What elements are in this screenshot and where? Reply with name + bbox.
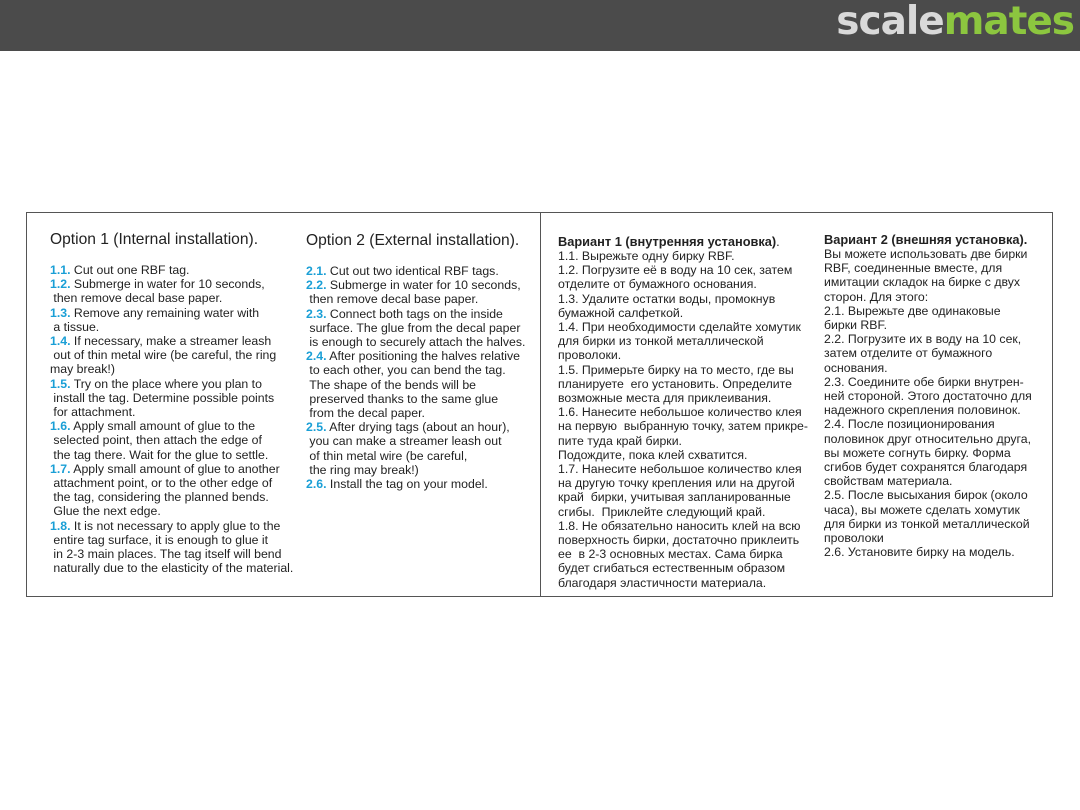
- step-line: [306, 307, 536, 321]
- step-line: [50, 504, 300, 518]
- text-line: возможные места для приклеивания.: [558, 391, 772, 406]
- step-line: [50, 362, 300, 376]
- text-line: край бирки, учитывая запланированные: [558, 490, 791, 505]
- step-text: the tag, considering the planned bends.: [50, 490, 269, 505]
- text-line: имитации складок на бирке с двух: [824, 275, 1021, 290]
- text-line: для бирки из тонкой металлической: [558, 334, 764, 349]
- step-text: preserved thanks to the same glue: [306, 391, 499, 406]
- step-number: 2.6.: [306, 477, 327, 492]
- step-text: from the decal paper.: [306, 406, 425, 421]
- step-text: a tissue.: [50, 319, 100, 334]
- step-item: [50, 462, 300, 519]
- text-line: благодаря эластичности материала.: [558, 575, 767, 590]
- step-line: [306, 378, 536, 392]
- en-option1-title: Option 1 (Internal installation).: [50, 231, 259, 248]
- step-line: [50, 448, 300, 462]
- step-item: [50, 306, 300, 334]
- text-line: свойствам материала.: [824, 474, 953, 489]
- step-line: [50, 348, 300, 362]
- text-line: будет сгибаться естественным образом: [558, 561, 786, 576]
- step-line: [50, 405, 300, 419]
- step-line: [50, 533, 300, 547]
- step-number: 1.6.: [50, 419, 71, 434]
- text-line: вы можете согнуть бирку. Форма: [824, 445, 1011, 460]
- text-line: отделите от бумажного основания.: [558, 277, 757, 292]
- step-text: then remove decal base paper.: [306, 292, 479, 307]
- text-line: 1.8. Не обязательно наносить клей на всю: [558, 518, 801, 533]
- step-text: of thin metal wire (be careful,: [306, 448, 468, 463]
- step-number: 1.1.: [50, 263, 71, 277]
- text-line: ее в 2-3 основных местах. Сама бирка: [558, 547, 783, 562]
- text-line: проволоки.: [558, 348, 622, 363]
- ru-option1-column: [558, 234, 818, 590]
- text-line: сторон. Для этого:: [824, 289, 929, 304]
- step-text: may break!): [50, 362, 115, 377]
- step-number: 2.2.: [306, 278, 327, 293]
- step-text: Remove any remaining water with: [70, 305, 260, 320]
- step-line: [50, 334, 300, 348]
- step-text: in 2-3 main places. The tag itself will bend: [50, 547, 282, 562]
- text-line: ней стороной. Этого достаточно для: [824, 389, 1032, 404]
- logo-part-mates: mates: [943, 0, 1074, 44]
- step-item: [306, 477, 536, 491]
- step-line: [306, 321, 536, 335]
- step-text: for attachment.: [50, 405, 136, 420]
- step-text: then remove decal base paper.: [50, 291, 223, 306]
- text-line: на первую выбранную точку, затем прикре-: [558, 419, 808, 434]
- panel-divider: [540, 212, 541, 597]
- step-line: [50, 277, 300, 291]
- step-item: [306, 278, 536, 306]
- step-line: [50, 291, 300, 305]
- step-number: 2.5.: [306, 420, 327, 435]
- text-line: 2.5. После высыхания бирок (около: [824, 488, 1028, 503]
- step-item: [50, 263, 300, 277]
- step-text: entire tag surface, it is enough to glue it: [50, 532, 269, 547]
- step-line: [50, 519, 300, 533]
- step-item: [50, 334, 300, 377]
- en-option2-column: [306, 232, 536, 491]
- text-line: бумажной салфеткой.: [558, 305, 684, 320]
- text-line: сгибы. Приклейте следующий край.: [558, 504, 766, 519]
- step-text: After drying tags (about an hour),: [326, 420, 510, 435]
- text-line: 2.3. Соедините обе бирки внутрен-: [824, 374, 1024, 389]
- ru-option2-column: [824, 232, 1049, 559]
- step-line: [50, 547, 300, 561]
- step-number: 2.1.: [306, 264, 327, 278]
- text-line: 1.5. Примерьте бирку на то место, где вы: [558, 362, 794, 377]
- step-line: [50, 377, 300, 391]
- text-line: поверхность бирки, достаточно приклеить: [558, 533, 800, 548]
- step-text: Install the tag on your model.: [326, 477, 488, 492]
- step-text: is enough to securely attach the halves.: [306, 335, 526, 350]
- step-text: the ring may break!): [306, 462, 419, 477]
- ru-option1-text: [558, 249, 818, 590]
- step-text: Cut out one RBF tag.: [70, 263, 190, 277]
- text-line: надежного скрепления половинок.: [824, 403, 1021, 418]
- step-number: 2.4.: [306, 349, 327, 364]
- step-line: [306, 292, 536, 306]
- step-line: [50, 306, 300, 320]
- step-number: 1.2.: [50, 277, 71, 292]
- text-line: 2.2. Погрузите их в воду на 10 сек,: [824, 332, 1022, 347]
- step-item: [50, 519, 300, 576]
- en-option2-steps: [306, 264, 536, 491]
- text-line: на другую точку крепления или на другой: [558, 476, 795, 491]
- step-text: Cut out two identical RBF tags.: [326, 264, 499, 278]
- step-text: surface. The glue from the decal paper: [306, 320, 521, 335]
- step-text: the tag there. Wait for the glue to settle.: [50, 447, 269, 462]
- step-text: out of thin metal wire (be careful, the ring: [50, 348, 277, 363]
- step-line: [50, 561, 300, 575]
- text-line: для бирки из тонкой металлической: [824, 516, 1030, 531]
- text-line: 2.4. После позиционирования: [824, 417, 995, 432]
- step-item: [50, 377, 300, 420]
- step-text: you can make a streamer leash out: [306, 434, 502, 449]
- step-line: [50, 476, 300, 490]
- step-item: [306, 264, 536, 278]
- text-line: часа), вы можете сделать хомутик: [824, 502, 1020, 517]
- step-number: 1.5.: [50, 376, 71, 391]
- step-line: [306, 406, 536, 420]
- step-text: Try on the place where you plan to: [70, 376, 262, 391]
- text-line: половинок друг относительно друга,: [824, 431, 1032, 446]
- text-line: 2.6. Установите бирку на модель.: [824, 545, 1015, 560]
- step-text: Connect both tags on the inside: [326, 306, 503, 321]
- step-text: Glue the next edge.: [50, 504, 161, 519]
- step-text: The shape of the bends will be: [306, 377, 476, 392]
- text-line: сгибов будет сохранятся благодаря: [824, 460, 1028, 475]
- step-text: naturally due to the elasticity of the material.: [50, 561, 294, 576]
- step-line: [50, 320, 300, 334]
- en-option2-title: Option 2 (External installation).: [306, 232, 520, 249]
- step-number: 1.3.: [50, 305, 71, 320]
- text-line: планируете его установить. Определите: [558, 376, 792, 391]
- step-text: to each other, you can bend the tag.: [306, 363, 506, 378]
- step-text: selected point, then attach the edge of: [50, 433, 262, 448]
- step-line: [50, 391, 300, 405]
- step-line: [306, 477, 536, 491]
- step-text: If necessary, make a streamer leash: [70, 334, 272, 349]
- step-line: [306, 449, 536, 463]
- en-option1-column: [50, 231, 300, 575]
- step-line: [306, 264, 536, 278]
- step-number: 1.7.: [50, 461, 71, 476]
- step-text: Submerge in water for 10 seconds,: [326, 278, 521, 293]
- step-text: After positioning the halves relative: [326, 349, 520, 364]
- step-line: [50, 490, 300, 504]
- ru-option1-title: Вариант 1 (внутренняя установка).: [558, 234, 780, 249]
- step-line: [50, 462, 300, 476]
- step-line: [306, 335, 536, 349]
- text-line: 1.1. Вырежьте одну бирку RBF.: [558, 249, 735, 263]
- step-item: [50, 419, 300, 462]
- text-line: Подождите, пока клей схватится.: [558, 447, 748, 462]
- text-line: 1.2. Погрузите её в воду на 10 сек, затем: [558, 263, 793, 278]
- step-line: [50, 263, 300, 277]
- step-text: attachment point, or to the other edge of: [50, 476, 273, 491]
- text-line: 2.1. Вырежьте две одинаковые: [824, 303, 1001, 318]
- step-number: 1.4.: [50, 334, 71, 349]
- step-line: [306, 392, 536, 406]
- step-line: [306, 278, 536, 292]
- step-item: [306, 349, 536, 420]
- logo-part-scale: scale: [836, 0, 944, 44]
- text-line: затем отделите от бумажного: [824, 346, 993, 361]
- ru-option2-text: [824, 247, 1049, 559]
- step-item: [50, 277, 300, 305]
- scalemates-logo[interactable]: [836, 0, 1074, 48]
- text-line: пите туда край бирки.: [558, 433, 682, 448]
- header-bar: [0, 0, 1080, 51]
- text-line: основания.: [824, 360, 888, 375]
- ru-option2-title: Вариант 2 (внешняя установка).: [824, 232, 1028, 247]
- text-line: Вы можете использовать две бирки: [824, 247, 1028, 261]
- text-line: 1.6. Нанесите небольшое количество клея: [558, 405, 802, 420]
- step-line: [306, 363, 536, 377]
- step-text: Submerge in water for 10 seconds,: [70, 277, 265, 292]
- step-number: 1.8.: [50, 518, 71, 533]
- text-line: проволоки: [824, 531, 884, 546]
- step-line: [306, 349, 536, 363]
- en-option1-steps: [50, 263, 300, 575]
- text-line: 1.7. Нанесите небольшое количество клея: [558, 462, 802, 477]
- step-line: [50, 433, 300, 447]
- text-line: 1.3. Удалите остатки воды, промокнув: [558, 291, 776, 306]
- step-line: [306, 463, 536, 477]
- step-text: install the tag. Determine possible points: [50, 390, 275, 405]
- step-number: 2.3.: [306, 306, 327, 321]
- text-line: 1.4. При необходимости сделайте хомутик: [558, 320, 801, 335]
- text-line: RBF, соединенные вместе, для: [824, 261, 1003, 276]
- step-line: [306, 434, 536, 448]
- step-line: [306, 420, 536, 434]
- step-text: Apply small amount of glue to the: [70, 419, 256, 434]
- text-line: бирки RBF.: [824, 318, 888, 333]
- step-line: [50, 419, 300, 433]
- step-item: [306, 307, 536, 350]
- step-text: It is not necessary to apply glue to the: [70, 518, 281, 533]
- step-text: Apply small amount of glue to another: [70, 461, 280, 476]
- step-item: [306, 420, 536, 477]
